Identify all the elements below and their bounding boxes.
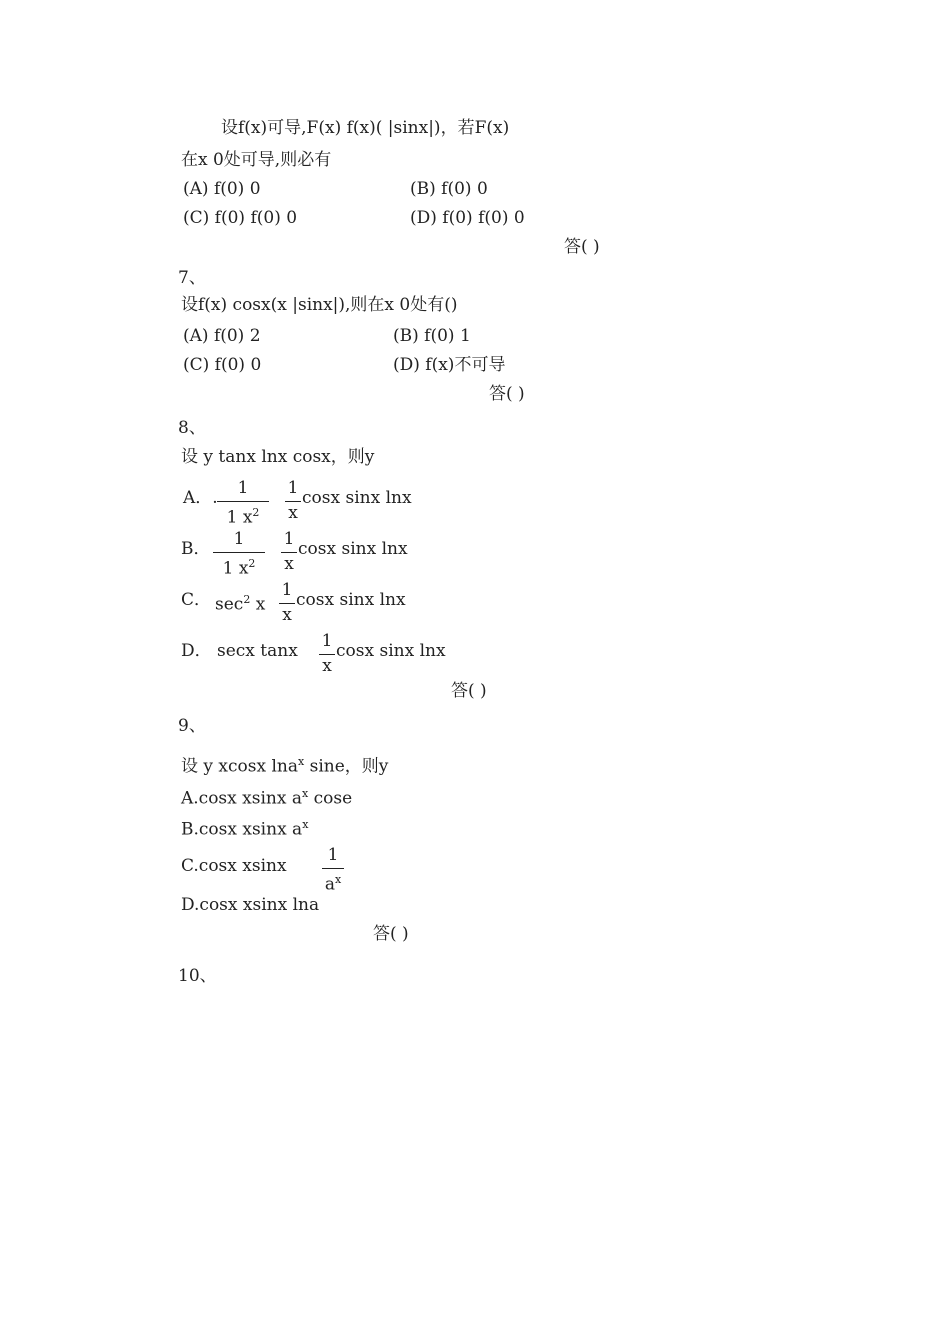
q6-option-b: (B) f(0) 0 — [410, 179, 488, 199]
q6-option-a: (A) f(0) 0 — [183, 179, 261, 199]
q9-option-b: B.cosx xsinx $a^x$ — [181, 818, 309, 840]
q8-option-a-rest: cosx sinx lnx — [302, 488, 412, 508]
q8-option-a-fraction-2: 1 x — [285, 478, 301, 523]
q7-option-b: (B) f(0) 1 — [393, 326, 471, 346]
q7-option-a: (A) f(0) 2 — [183, 326, 261, 346]
q8-option-c-rest: cosx sinx lnx — [296, 590, 406, 610]
q9-answer: 答( ) — [373, 924, 409, 944]
q7-option-d: (D) f(x)不可导 — [393, 355, 506, 375]
q10-number: 10、 — [178, 966, 217, 986]
q8-answer: 答( ) — [451, 681, 487, 701]
q8-option-d-rest: cosx sinx lnx — [336, 641, 446, 661]
q8-option-d-label: D． — [181, 641, 212, 661]
q7-stem: 设f(x) cosx(x |sinx|),则在x 0处有() — [181, 295, 458, 315]
q6-answer: 答( ) — [564, 237, 600, 257]
q8-option-c-fraction: 1 x — [279, 580, 295, 625]
q6-line1: 设f(x)可导,F(x) f(x)( |sinx|)，若F(x) — [221, 118, 510, 138]
q8-option-c-sec: $\sec^2 x$ — [215, 593, 266, 615]
q8-option-b-fraction-2: 1 x — [281, 529, 297, 574]
q8-option-b-rest: cosx sinx lnx — [298, 539, 408, 559]
q9-option-d: D.cosx xsinx lna — [181, 895, 320, 915]
q7-option-c: (C) f(0) 0 — [183, 355, 262, 375]
q7-answer: 答( ) — [489, 384, 525, 404]
q8-option-d-fraction: 1 x — [319, 631, 335, 676]
q8-stem: 设 y tanx lnx cosx，则y — [181, 447, 375, 467]
q8-option-b-label: B． — [181, 539, 211, 559]
q8-option-d-pre: secx tanx — [217, 641, 298, 661]
q7-number: 7、 — [178, 268, 206, 288]
q6-option-d: (D) f(0) f(0) 0 — [410, 208, 525, 228]
q6-line2: 在x 0处可导,则必有 — [181, 150, 332, 170]
q9-stem: 设 y xcosx lna$^x$ sine，则y — [181, 755, 389, 777]
q8-option-b-fraction-1: 1 1 $x^2$ — [213, 529, 265, 579]
q6-option-c: (C) f(0) f(0) 0 — [183, 208, 298, 228]
q8-option-a-label: A．. — [183, 488, 218, 508]
q8-number: 8、 — [178, 418, 206, 438]
q9-option-a: A.cosx xsinx $a^x$ cose — [181, 787, 353, 809]
q9-number: 9、 — [178, 716, 206, 736]
q9-option-c: C.cosx xsinx — [181, 856, 287, 876]
q8-option-a-fraction-1: 1 1 $x^2$ — [217, 478, 269, 528]
q8-option-c-label: C． — [181, 590, 212, 610]
q9-option-c-fraction: 1 $a^x$ — [322, 845, 344, 895]
